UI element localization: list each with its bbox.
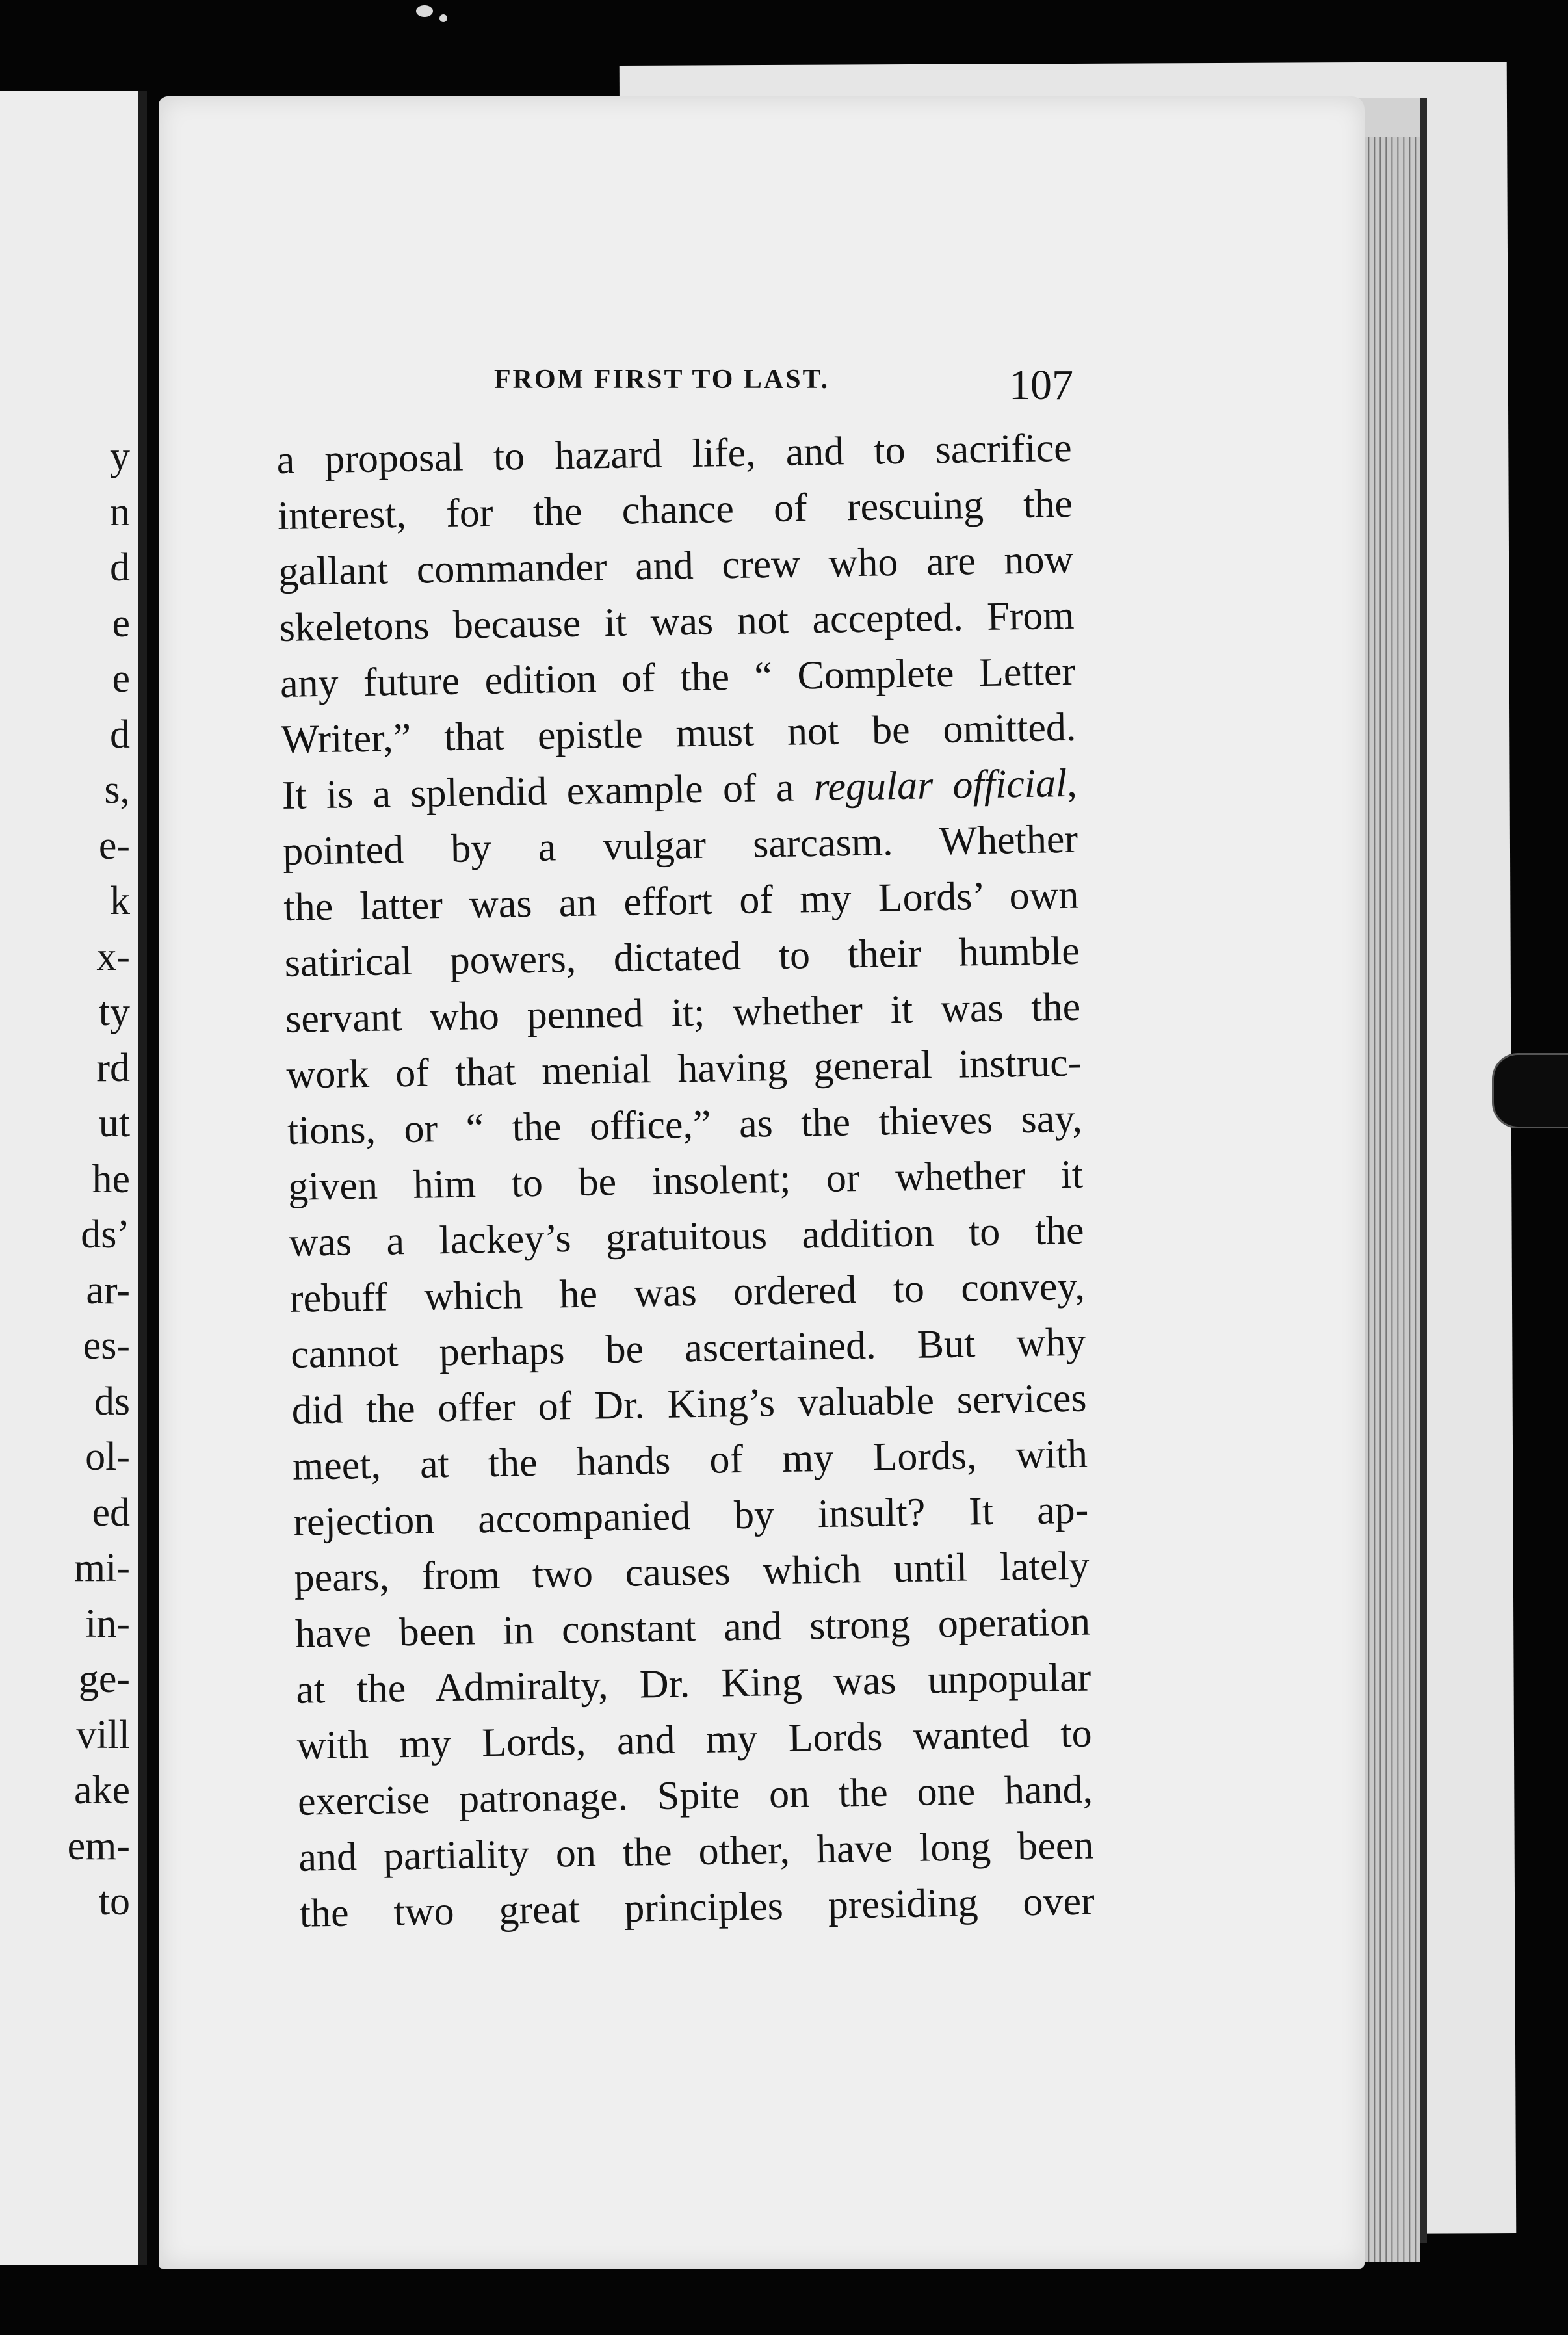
text-line-content: exercise patronage. Spite on the one hand, [297, 1767, 1093, 1824]
facing-page-fragment: d [110, 545, 130, 590]
book-clip [1492, 1053, 1568, 1128]
text-line-content: have been in constant and strong operation [294, 1599, 1091, 1656]
facing-page-fragment: ds’ [81, 1212, 130, 1257]
dust-speck [416, 5, 433, 17]
facing-page-fragment: ar- [86, 1268, 130, 1312]
facing-page-fragment: e [112, 657, 130, 701]
running-head: FROM FIRST TO LAST. [494, 365, 830, 395]
text-line-content: a proposal to hazard life, and to sacrifice [276, 425, 1073, 482]
text-line-content: tions, or “ the office,” as the thieves say, [287, 1096, 1083, 1153]
facing-page-fragment: d [110, 712, 130, 757]
text-line-content: servant who penned it; whether it was the [285, 984, 1081, 1041]
page-number: 107 [1009, 361, 1073, 409]
text-line-content: given him to be insolent; or whether it [287, 1152, 1084, 1209]
facing-page-fragment: mi- [73, 1546, 130, 1590]
facing-page-fragment: he [92, 1156, 130, 1201]
text-line-content: pointed by a vulgar sarcasm. Whether [282, 816, 1078, 874]
facing-page-fragment: to [98, 1879, 130, 1924]
facing-page-fragment: y [110, 434, 130, 478]
text-line-content: gallant commander and crew who are now [278, 537, 1074, 594]
facing-page-fragment: e- [98, 823, 130, 868]
facing-page-fragment: in- [85, 1601, 130, 1646]
facing-page-fragment: es- [83, 1324, 130, 1368]
text-line-content: work of that menial having general instruc- [286, 1040, 1082, 1097]
facing-page-fragment: ed [92, 1490, 130, 1535]
text-line-content: It is a splendid example of a [281, 765, 815, 818]
text-line-content: Writer,” that epistle must not be omitted. [280, 705, 1077, 762]
text-line-content: the two great principles presiding over [299, 1879, 1095, 1936]
facing-page-fragment: s, [104, 768, 130, 812]
text-line-content: pears, from two causes which until lately [294, 1543, 1090, 1600]
text-line-content: at the Admiralty, Dr. King was unpopular [295, 1655, 1091, 1712]
facing-page-fragment: ge- [78, 1657, 130, 1701]
text-line-content: interest, for the chance of rescuing the [277, 481, 1073, 538]
italic-phrase-tail: , [1066, 761, 1078, 805]
facing-page-fragment: ake [73, 1768, 130, 1812]
facing-page-fragment: em- [67, 1823, 130, 1868]
facing-page-fragment: ut [98, 1101, 130, 1145]
text-line-content: the latter was an effort of my Lords’ own [283, 872, 1079, 930]
facing-page-fragment: k [110, 879, 130, 923]
text-line-content: rebuff which he was ordered to convey, [289, 1264, 1086, 1321]
facing-page-fragment: x- [96, 934, 130, 979]
facing-page-fragment: ol- [85, 1435, 130, 1479]
text-line-content: satirical powers, dictated to their humble [284, 928, 1080, 985]
text-line-content: cannot perhaps be ascertained. But why [290, 1320, 1086, 1377]
text-line-content: was a lackey’s gratuitous addition to the [289, 1208, 1084, 1265]
text-line-content: skeletons because it was not accepted. From [279, 593, 1075, 650]
facing-page-fragment: vill [76, 1712, 130, 1757]
facing-page-fragment: n [110, 489, 130, 534]
facing-page-fragment: ty [98, 990, 130, 1034]
text-line-content: did the offer of Dr. King’s valuable services [291, 1376, 1088, 1433]
italic-phrase: regular official [813, 761, 1067, 810]
facing-page-fragment: e [112, 601, 130, 646]
body-text [276, 420, 1095, 1942]
facing-page-fragment: ds [94, 1379, 130, 1424]
text-line-content: with my Lords, and my Lords wanted to [296, 1711, 1093, 1768]
text-line-content: any future edition of the “ Complete Letter [280, 649, 1076, 706]
text-line-content: meet, at the hands of my Lords, with [292, 1431, 1088, 1489]
text-line-content: rejection accompanied by insult? It ap- [293, 1487, 1089, 1545]
dust-speck [439, 14, 447, 22]
facing-page-fragment: rd [96, 1045, 130, 1090]
facing-page-line-endings [0, 429, 130, 1930]
text-line-content: and partiality on the other, have long been [298, 1823, 1094, 1880]
